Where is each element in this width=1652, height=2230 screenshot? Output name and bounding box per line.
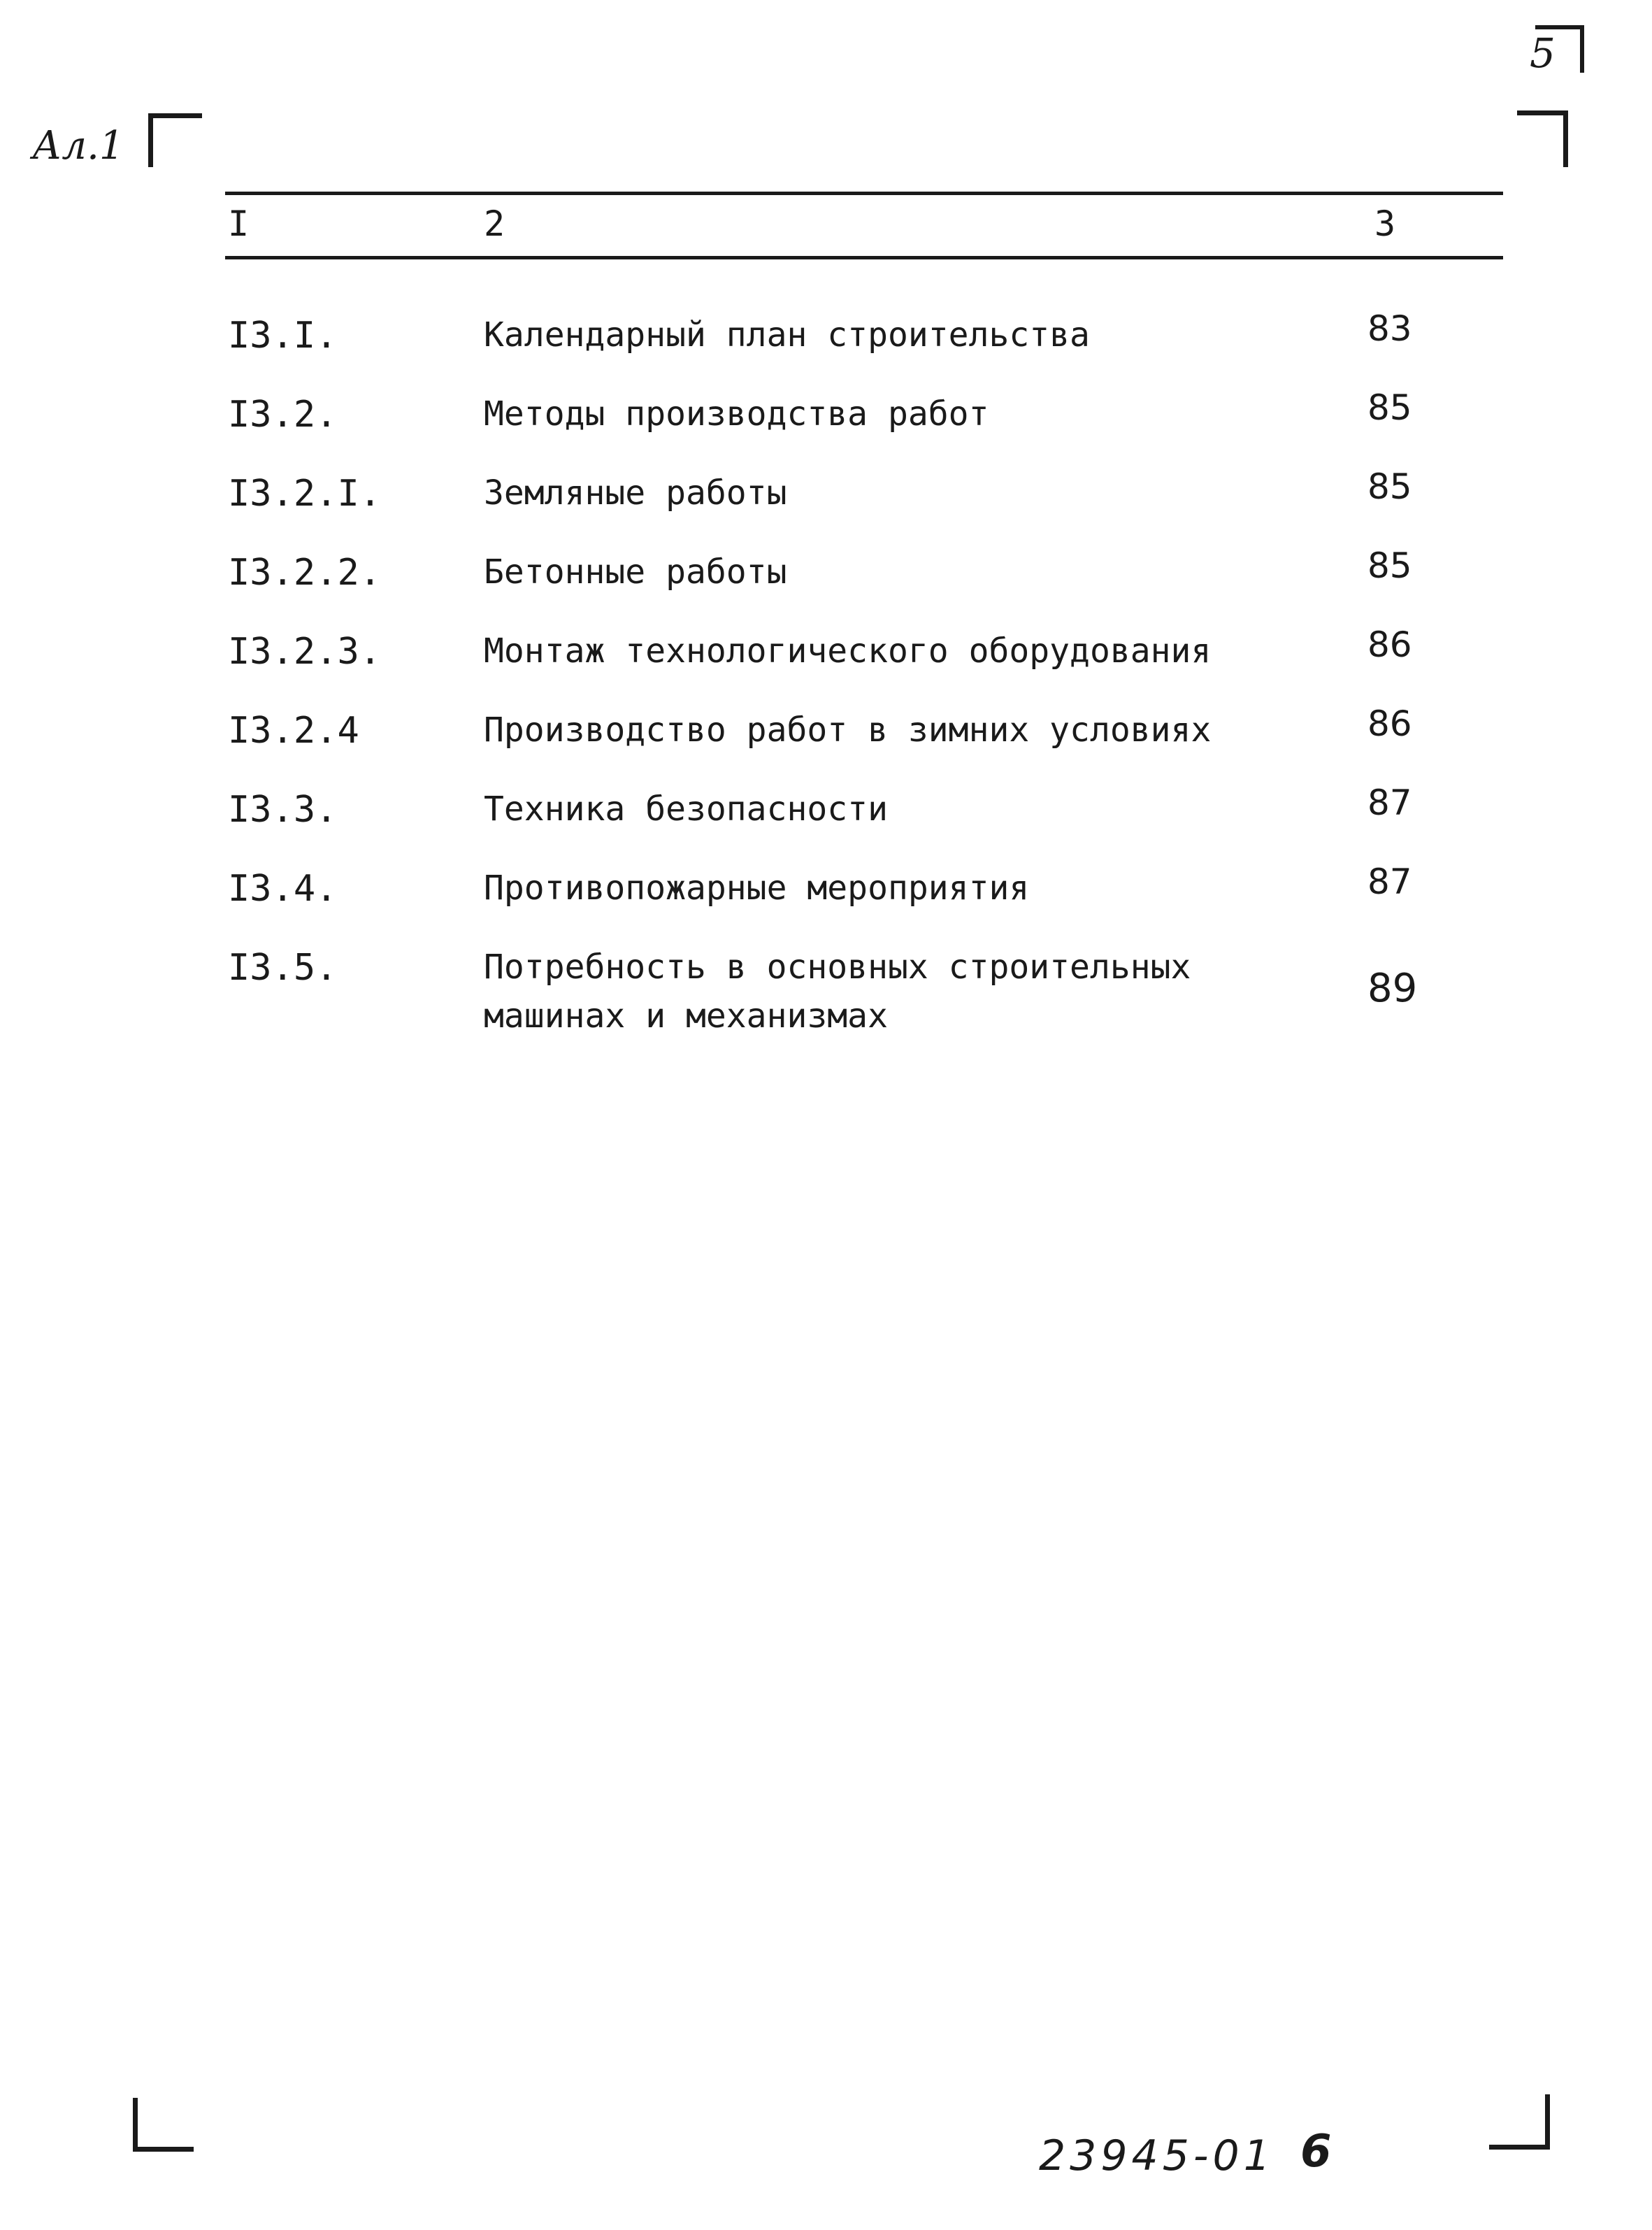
toc-row [0, 545, 1652, 624]
toc-page-number: 83 [1367, 308, 1412, 349]
toc-row [0, 389, 1652, 466]
toc-row [0, 310, 1652, 387]
toc-section-number: I3.2.2. [228, 552, 382, 594]
toc-section-title: Календарный план строительства [484, 315, 1090, 355]
frame-corner-top-left [148, 113, 202, 167]
table-header-top-rule [225, 192, 1503, 195]
toc-section-title: Монтаж технологического оборудования [484, 631, 1212, 671]
column-header-1: I [228, 203, 250, 244]
toc-section-title: Бетонные работы [484, 552, 787, 592]
toc-row [0, 703, 1652, 782]
toc-page-number: 87 [1367, 862, 1412, 902]
toc-section-number: I3.2.I. [228, 473, 382, 515]
toc-section-title: Земляные работы [484, 473, 787, 513]
toc-page-number: 86 [1367, 703, 1412, 744]
frame-corner-top-right [1517, 110, 1568, 167]
toc-row [0, 624, 1652, 703]
toc-row [0, 466, 1652, 545]
page-number: 5 [1530, 29, 1556, 77]
table-header-bottom-rule [225, 256, 1503, 259]
toc-section-title: Производство работ в зимних условиях [484, 710, 1212, 750]
toc-section-title: Потребность в основных строительных машинах и механизмах [484, 948, 1191, 1036]
toc-row [0, 782, 1652, 862]
toc-page-number: 86 [1367, 624, 1412, 665]
sheet-number: 6 [1300, 2126, 1332, 2178]
toc-section-number: I3.2. [228, 394, 338, 436]
toc-page-number: 87 [1367, 782, 1412, 823]
toc-section-number: I3.4. [228, 868, 338, 910]
frame-corner-bottom-left [133, 2098, 194, 2152]
toc-section-title: Техника безопасности [484, 789, 888, 829]
sheet-mark: Ал.1 [32, 123, 124, 169]
toc-page-number: 85 [1367, 387, 1412, 428]
column-header-3: 3 [1374, 203, 1396, 244]
toc-section-number: I3.3. [228, 789, 338, 831]
column-header-2: 2 [484, 203, 505, 244]
toc-section-number: I3.2.3. [228, 631, 382, 673]
toc-page-number: 89 [1367, 966, 1418, 1011]
toc-row [0, 943, 1652, 1055]
toc-page-number: 85 [1367, 466, 1412, 507]
toc-section-number: I3.2.4 [228, 710, 359, 752]
toc-row [0, 864, 1652, 941]
toc-section-title: Противопожарные мероприятия [484, 869, 1030, 908]
toc-section-title: Методы производства работ [484, 394, 989, 434]
document-code: 23945-01 [1039, 2131, 1274, 2180]
toc-page-number: 85 [1367, 545, 1412, 586]
toc-section-number: I3.I. [228, 315, 338, 357]
toc-section-number: I3.5. [228, 947, 338, 989]
frame-corner-bottom-right [1489, 2094, 1550, 2150]
